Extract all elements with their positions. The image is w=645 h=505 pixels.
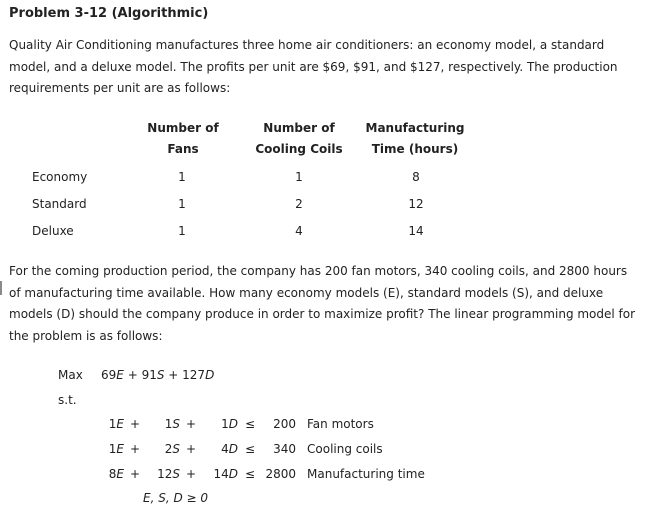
c1-coef-d	[204, 417, 238, 431]
obj-coef-s: 91	[141, 368, 157, 382]
header-fans-line1: Number of	[147, 121, 219, 135]
c3-var-d: D	[228, 467, 238, 481]
header-coils	[244, 118, 354, 160]
header-fans	[128, 118, 238, 160]
obj-var-s: S	[156, 368, 165, 382]
obj-plus-1: +	[123, 368, 142, 382]
c3-var-e: E	[116, 467, 124, 481]
c3-a: 8	[108, 467, 117, 481]
obj-coef-e: 69	[101, 368, 117, 382]
row-label-standard: Standard	[32, 197, 87, 211]
c3-rhs: 2800	[265, 467, 296, 481]
c3-var-s: S	[172, 467, 180, 481]
header-time	[360, 118, 470, 160]
c2-var-d: D	[228, 442, 238, 456]
c2-rhs: 340	[273, 442, 296, 456]
header-time-line2: Time (hours)	[371, 142, 459, 156]
c1-coef-e	[100, 417, 124, 431]
c1-rhs: 200	[273, 417, 296, 431]
objective-function	[101, 368, 214, 382]
c3-relation: ≤	[245, 467, 256, 481]
second-paragraph: For the coming production period, the company has 200 fan motors, 340 cooling coils, and 2800 hours of manufacturing time available. How many economy models (E), standard models (S), and deluxe models (D) should the company produce in order to maximize profit? The linear programming model for the problem is as follows:	[9, 264, 636, 343]
c1-var-d: D	[228, 417, 238, 431]
header-coils-line1: Number of	[263, 121, 335, 135]
c3-c: 14	[213, 467, 229, 481]
c1-var-s: S	[172, 417, 180, 431]
cell-economy-fans: 1	[178, 170, 186, 184]
c1-plus-2: +	[186, 417, 197, 431]
header-time-line1: Manufacturing	[365, 121, 465, 135]
problem-title: Problem 3-12 (Algorithmic)	[9, 6, 209, 21]
cell-deluxe-fans: 1	[178, 224, 186, 238]
c2-b: 2	[164, 442, 173, 456]
header-fans-line2: Fans	[167, 142, 199, 156]
cell-economy-coils: 1	[295, 170, 303, 184]
c1-a: 1	[108, 417, 117, 431]
cell-economy-time: 8	[412, 170, 420, 184]
obj-plus-2: +	[164, 368, 183, 382]
cell-standard-coils: 2	[295, 197, 303, 211]
c3-description: Manufacturing time	[307, 467, 425, 481]
c2-coef-d	[204, 442, 238, 456]
row-label-deluxe: Deluxe	[32, 224, 74, 238]
c3-coef-e	[100, 467, 124, 481]
cell-standard-fans: 1	[178, 197, 186, 211]
c3-coef-d	[204, 467, 238, 481]
c1-relation: ≤	[245, 417, 256, 431]
header-coils-line2: Cooling Coils	[255, 142, 343, 156]
cell-deluxe-coils: 4	[295, 224, 303, 238]
c2-var-s: S	[172, 442, 180, 456]
obj-var-d: D	[205, 368, 215, 382]
c1-c: 1	[221, 417, 229, 431]
obj-coef-d: 127	[182, 368, 206, 382]
c2-relation: ≤	[245, 442, 256, 456]
c1-description: Fan motors	[307, 417, 374, 431]
margin-marker	[0, 281, 2, 295]
c3-coef-s	[146, 467, 180, 481]
cell-standard-time: 12	[408, 197, 424, 211]
c2-plus-1: +	[130, 442, 141, 456]
intro-paragraph: Quality Air Conditioning manufactures three home air conditioners: an economy model, a standard model, and a deluxe model. The profits per unit are $69, $91, and $127, respectively. The production requirements per unit are as follows:	[9, 38, 618, 95]
c2-plus-2: +	[186, 442, 197, 456]
c2-coef-e	[100, 442, 124, 456]
c2-coef-s	[146, 442, 180, 456]
c1-coef-s	[146, 417, 180, 431]
c3-plus-2: +	[186, 467, 197, 481]
nonnegativity-constraint: E, S, D ≥ 0	[143, 491, 209, 505]
c2-c: 4	[221, 442, 229, 456]
c2-var-e: E	[116, 442, 124, 456]
c3-b: 12	[157, 467, 173, 481]
c1-var-e: E	[116, 417, 124, 431]
obj-var-e: E	[116, 368, 124, 382]
c3-plus-1: +	[130, 467, 141, 481]
c2-description: Cooling coils	[307, 442, 383, 456]
subject-to-label: s.t.	[58, 393, 77, 407]
max-label: Max	[58, 368, 83, 382]
c1-b: 1	[164, 417, 173, 431]
cell-deluxe-time: 14	[408, 224, 424, 238]
c2-a: 1	[108, 442, 117, 456]
row-label-economy: Economy	[32, 170, 88, 184]
c1-plus-1: +	[130, 417, 141, 431]
